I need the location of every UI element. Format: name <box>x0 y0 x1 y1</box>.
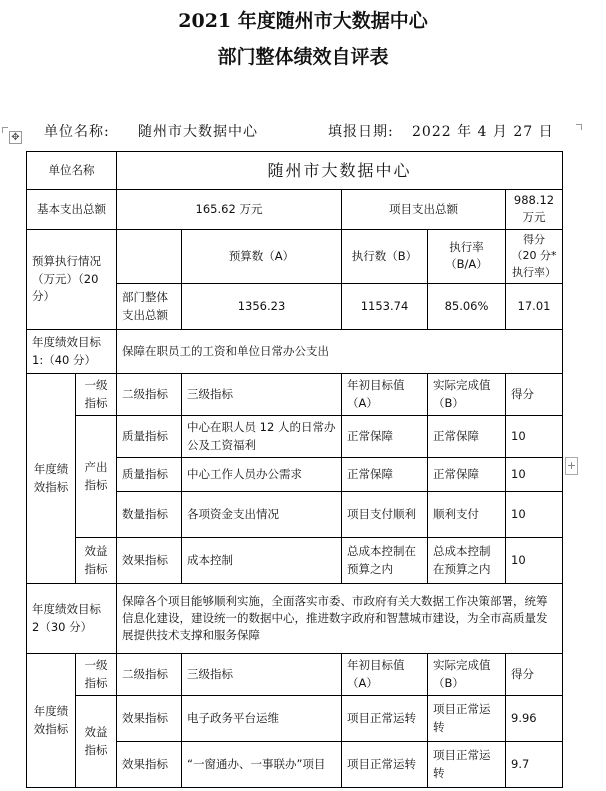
lvl2-cell: 质量指标 <box>117 416 182 458</box>
actual-cell: 正常保障 <box>428 458 506 492</box>
score-cell: 10 <box>506 458 563 492</box>
target-cell: 项目支付顺利 <box>342 492 428 538</box>
table-row <box>27 584 563 654</box>
goal1-label: 年度绩效目标 1:（40 分） <box>27 330 117 374</box>
unit-value: 随州市大数据中心 <box>138 124 258 140</box>
score-cell: 10 <box>506 492 563 538</box>
margin-corner-mark <box>2 127 8 133</box>
lvl2-header: 二级指标 <box>117 374 182 416</box>
unit-label: 单位名称: <box>44 124 110 140</box>
actual-header: 实际完成值（B） <box>428 654 506 696</box>
score-cell: 9.96 <box>506 696 563 742</box>
lvl2-cell: 质量指标 <box>117 458 182 492</box>
benefit-indicator-label: 效益指标 <box>76 696 117 788</box>
lvl2-cell: 效果指标 <box>117 538 182 584</box>
table-row <box>27 538 563 584</box>
basic-exp-value: 165.62 万元 <box>117 190 342 230</box>
margin-corner-mark <box>576 124 582 130</box>
goal2-label: 年度绩效目标 2（30 分） <box>27 584 117 654</box>
lvl3-cell: 电子政务平台运维 <box>182 696 342 742</box>
rate-column-header: 执行率（B/A） <box>428 229 506 284</box>
actual-cell: 总成本控制在预算之内 <box>428 538 506 584</box>
score-value: 17.01 <box>506 284 563 330</box>
actual-cell: 顺利支付 <box>428 492 506 538</box>
actual-cell: 项目正常运转 <box>428 696 506 742</box>
lvl2-cell: 效果指标 <box>117 742 182 788</box>
exec-value: 1153.74 <box>342 284 428 330</box>
project-exp-value: 988.12 万元 <box>506 190 563 230</box>
target-cell: 项目正常运转 <box>342 696 428 742</box>
score-cell: 10 <box>506 538 563 584</box>
lvl3-cell: 成本控制 <box>182 538 342 584</box>
actual-header: 实际完成值（B） <box>428 374 506 416</box>
budget-value: 1356.23 <box>182 284 342 330</box>
actual-cell: 正常保障 <box>428 416 506 458</box>
score-cell: 10 <box>506 416 563 458</box>
table-row <box>27 654 563 696</box>
lvl3-header: 三级指标 <box>182 654 342 696</box>
evaluation-table <box>26 151 563 788</box>
target-cell: 总成本控制在预算之内 <box>342 538 428 584</box>
table-row <box>27 229 563 284</box>
unit-name-value: 随州市大数据中心 <box>117 152 563 190</box>
target-header: 年初目标值（A） <box>342 654 428 696</box>
table-row <box>27 374 563 416</box>
title-line-1: 2021 年度随州市大数据中心 <box>178 10 428 32</box>
lvl3-header: 三级指标 <box>182 374 342 416</box>
output-indicator-label: 产出指标 <box>76 416 117 538</box>
table-row <box>27 152 563 190</box>
table-row <box>27 696 563 742</box>
unit-name-label: 单位名称 <box>27 152 117 190</box>
lvl2-header: 二级指标 <box>117 654 182 696</box>
score-header: 得分 <box>506 654 563 696</box>
benefit-indicator-label: 效益指标 <box>76 538 117 584</box>
actual-cell: 项目正常运转 <box>428 742 506 788</box>
lvl3-cell: 中心在职人员 12 人的日常办公及工资福利 <box>182 416 342 458</box>
target-cell: 正常保障 <box>342 416 428 458</box>
project-exp-label: 项目支出总额 <box>342 190 506 230</box>
score-header: 得分 <box>506 374 563 416</box>
lvl3-cell: 中心工作人员办公需求 <box>182 458 342 492</box>
lvl2-cell: 数量指标 <box>117 492 182 538</box>
lvl2-cell: 效果指标 <box>117 696 182 742</box>
table-move-handle-icon[interactable]: ✥ <box>9 131 22 144</box>
indicator-group-label: 年度绩效指标 <box>27 654 76 788</box>
rate-value: 85.06% <box>428 284 506 330</box>
date-value: 2022 年 4 月 27 日 <box>412 124 554 140</box>
target-cell: 项目正常运转 <box>342 742 428 788</box>
lvl3-cell: 各项资金支出情况 <box>182 492 342 538</box>
budget-column-header: 预算数（A） <box>182 229 342 284</box>
lvl1-header: 一级指标 <box>76 374 117 416</box>
dept-total-label: 部门整体支出总额 <box>117 284 182 330</box>
lvl3-cell: “一窗通办、一事联办”项目 <box>182 742 342 788</box>
title-line-2: 部门整体绩效自评表 <box>217 46 389 68</box>
goal1-text: 保障在职员工的工资和单位日常办公支出 <box>117 330 563 374</box>
budget-label: 预算执行情况（万元）（20 分） <box>27 229 117 330</box>
table-row <box>27 190 563 230</box>
basic-exp-label: 基本支出总额 <box>27 190 117 230</box>
lvl1-header: 一级指标 <box>76 654 117 696</box>
table-row <box>27 416 563 458</box>
exec-column-header: 执行数（B） <box>342 229 428 284</box>
indicator-group-label: 年度绩效指标 <box>27 374 76 584</box>
date-label: 填报日期: <box>328 124 394 140</box>
target-header: 年初目标值（A） <box>342 374 428 416</box>
table-row <box>27 330 563 374</box>
score-cell: 9.7 <box>506 742 563 788</box>
goal2-text: 保障各个项目能够顺利实施，全面落实市委、市政府有关大数据工作决策部署，统筹信息化建设，建设统一的数据中心，推进数字政府和智慧城市建设，为全市高质量发展提供技术支撑和服务保障 <box>117 584 563 654</box>
target-cell: 正常保障 <box>342 458 428 492</box>
score-column-header: 得分（20 分*执行率） <box>506 229 563 284</box>
add-column-icon[interactable]: + <box>565 457 578 475</box>
